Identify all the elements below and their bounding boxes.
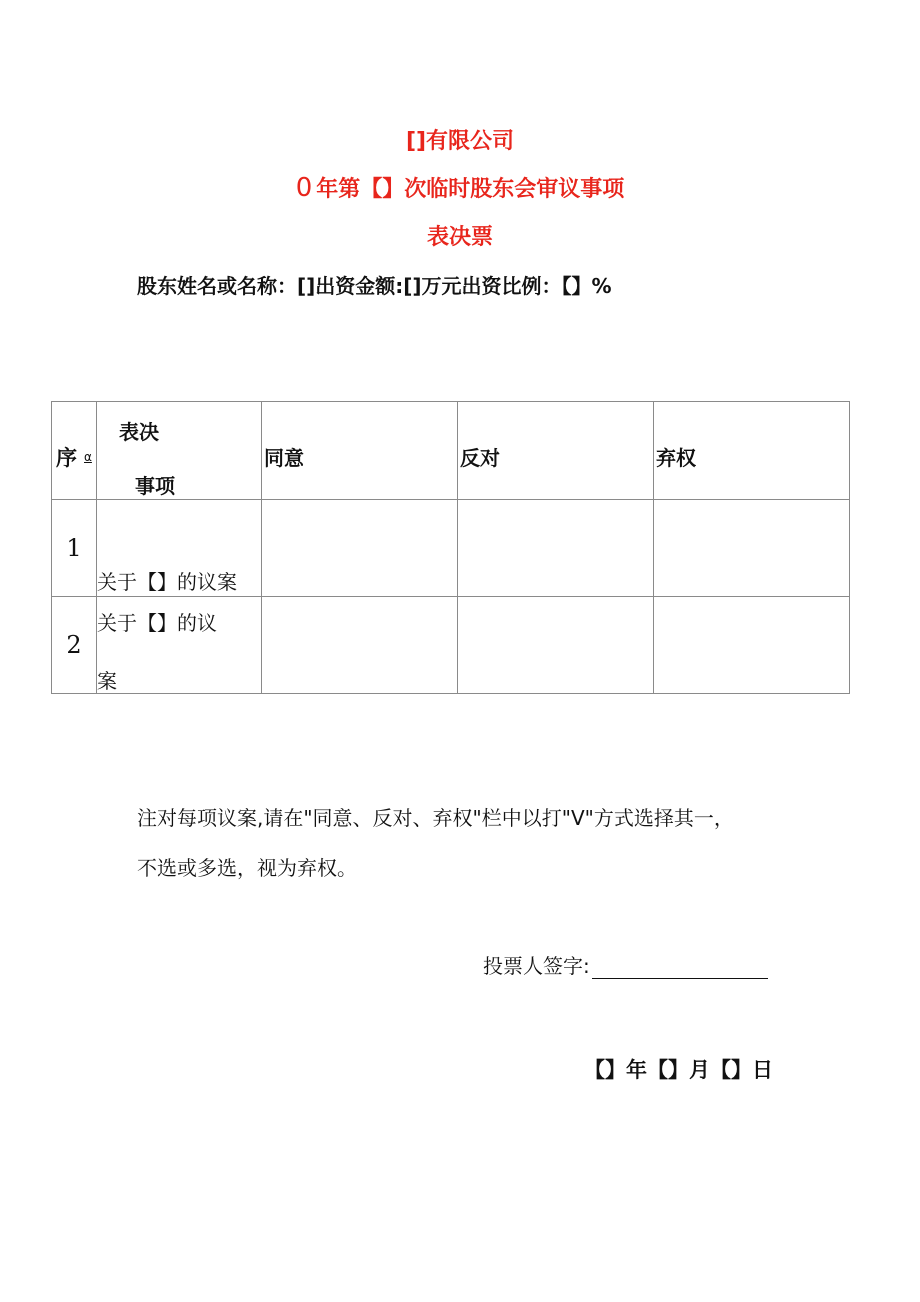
table-row [52,597,850,694]
shareholder-info: 股东姓名或名称：[]出资金额:[]万元出资比例：【】% [137,274,612,298]
table-row [52,500,850,597]
header-abstain: 弃权 [656,446,696,470]
signature-label: 投票人签字: [483,954,590,978]
signature-line[interactable] [592,958,768,979]
row-item-cell [97,500,262,597]
oppose-vote-cell[interactable] [458,500,654,597]
header-agree-cell [262,402,458,500]
row-number: 1 [52,500,97,597]
header-oppose: 反对 [460,446,500,470]
date-line: 【】年【】月【】日 [584,1058,773,1082]
agree-vote-cell[interactable] [262,597,458,694]
meeting-title-text: 年第【】次临时股东会审议事项 [316,177,625,202]
header-abstain-cell [654,402,850,500]
abstain-vote-cell[interactable] [654,597,850,694]
meeting-year: 0 [295,173,313,203]
note-line-1: 注对每项议案,请在"同意、反对、弃权"栏中以打"V"方式选择其一， [137,806,734,830]
oppose-vote-cell[interactable] [458,597,654,694]
table-header-row [52,402,850,500]
row-item-cell [97,597,262,694]
agree-vote-cell[interactable] [262,500,458,597]
header-oppose-cell [458,402,654,500]
header-agree: 同意 [264,446,304,470]
row-item-line2: 案 [97,669,117,693]
document-title: 表决票 [426,225,493,250]
row-number: 2 [52,597,97,694]
meeting-title [0,172,920,203]
note-line-2: 不选或多选，视为弃权。 [137,856,357,880]
vote-table [51,401,850,694]
signature-block [483,950,768,979]
header-item-cell [97,402,262,500]
company-name: []有限公司 [405,129,515,154]
header-item-line1: 表决 [119,420,159,444]
header-no: 序 [56,446,77,470]
row-item: 关于【】的议案 [97,570,237,594]
header-no-sub: α [84,450,92,464]
header-item-line2: 事项 [135,474,175,498]
abstain-vote-cell[interactable] [654,500,850,597]
header-no-cell [52,402,97,500]
row-item-line1: 关于【】的议 [97,611,217,635]
